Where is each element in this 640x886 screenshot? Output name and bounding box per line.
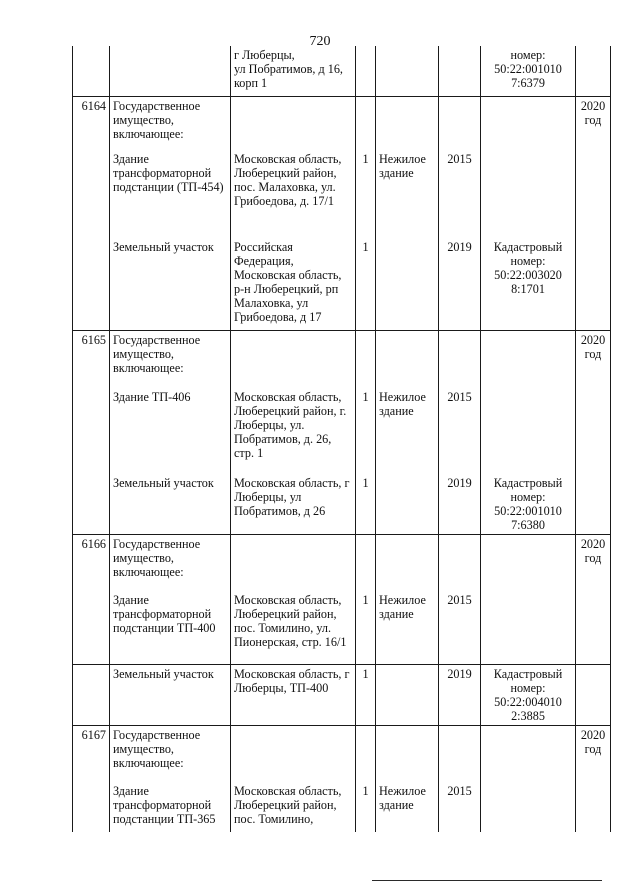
year-included: 2020 год <box>576 96 611 150</box>
item-purpose: Нежилое здание <box>376 591 439 665</box>
item-extra <box>481 150 576 238</box>
item-extra <box>481 388 576 474</box>
item-year <box>439 46 481 96</box>
item-purpose: Нежилое здание <box>376 150 439 238</box>
entry-header-row <box>73 535 611 591</box>
item-year: 2015 <box>439 782 481 832</box>
item-name: Здание трансформаторной подстанции (ТП-454) <box>110 150 231 238</box>
entry-header-row <box>73 96 611 150</box>
item-extra: Кадастровый номер: 50:22:004010 2:3885 <box>481 665 576 726</box>
item-row <box>73 388 611 474</box>
item-qty: 1 <box>356 388 376 474</box>
item-name: Земельный участок <box>110 665 231 726</box>
entry-header-row <box>73 726 611 782</box>
item-name: Здание ТП-406 <box>110 388 231 474</box>
item-address: Московская область, Люберецкий район, пос. Малаховка, ул. Грибоедова, д. 17/1 <box>231 150 356 238</box>
entry-title: Государственное имущество, включающее: <box>110 535 231 591</box>
item-row <box>73 591 611 665</box>
entry-title: Государственное имущество, включающее: <box>110 96 231 150</box>
entry-title: Государственное имущество, включающее: <box>110 726 231 782</box>
item-address: Московская область, г Люберцы, ул Побратимов, д 26 <box>231 474 356 535</box>
item-purpose <box>376 665 439 726</box>
item-purpose: Нежилое здание <box>376 388 439 474</box>
year-included: 2020 год <box>576 726 611 782</box>
item-name: Здание трансформаторной подстанции ТП-400 <box>110 591 231 665</box>
item-purpose <box>376 46 439 96</box>
item-name <box>110 46 231 96</box>
item-row <box>73 150 611 238</box>
item-qty <box>356 46 376 96</box>
page-number: 720 <box>309 34 331 49</box>
item-year: 2015 <box>439 591 481 665</box>
item-address: Московская область, г Люберцы, ТП-400 <box>231 665 356 726</box>
registry-table <box>72 46 611 832</box>
item-extra: Кадастровый номер: 50:22:003020 8:1701 <box>481 238 576 330</box>
year-included <box>576 46 611 96</box>
entry-number: 6166 <box>73 535 110 591</box>
item-extra <box>481 782 576 832</box>
item-row <box>73 665 611 726</box>
year-included: 2020 год <box>576 330 611 388</box>
item-year: 2019 <box>439 665 481 726</box>
item-extra: Кадастровый номер: 50:22:001010 7:6380 <box>481 474 576 535</box>
item-qty: 1 <box>356 150 376 238</box>
item-extra: номер: 50:22:001010 7:6379 <box>481 46 576 96</box>
item-address: Российская Федерация, Московская область, р-н Люберецкий, рп Малаховка, ул Грибоедова, д 17 <box>231 238 356 330</box>
continuation-row <box>73 46 611 96</box>
entry-title: Государственное имущество, включающее: <box>110 330 231 388</box>
entry-header-row <box>73 330 611 388</box>
item-qty: 1 <box>356 591 376 665</box>
item-address: Московская область, Люберецкий район, г. Люберцы, ул. Побратимов, д. 26, стр. 1 <box>231 388 356 474</box>
entry-number: 6164 <box>73 96 110 150</box>
item-purpose: Нежилое здание <box>376 782 439 832</box>
item-year: 2019 <box>439 238 481 330</box>
entry-number <box>73 46 110 96</box>
item-qty: 1 <box>356 782 376 832</box>
item-row <box>73 782 611 832</box>
item-name: Здание трансформаторной подстанции ТП-365 <box>110 782 231 832</box>
item-qty: 1 <box>356 665 376 726</box>
item-address: Московская область, Люберецкий район, пос. Томилино, ул. Пионерская, стр. 16/1 <box>231 591 356 665</box>
item-extra <box>481 591 576 665</box>
item-address: Московская область, Люберецкий район, пос. Томилино, <box>231 782 356 832</box>
item-year: 2019 <box>439 474 481 535</box>
item-year: 2015 <box>439 388 481 474</box>
item-name: Земельный участок <box>110 238 231 330</box>
item-row <box>73 474 611 535</box>
item-row <box>73 238 611 330</box>
item-qty: 1 <box>356 474 376 535</box>
item-name: Земельный участок <box>110 474 231 535</box>
item-purpose <box>376 238 439 330</box>
footer-rule <box>372 880 602 881</box>
item-purpose <box>376 474 439 535</box>
item-year: 2015 <box>439 150 481 238</box>
year-included: 2020 год <box>576 535 611 591</box>
entry-number: 6165 <box>73 330 110 388</box>
item-qty: 1 <box>356 238 376 330</box>
entry-number: 6167 <box>73 726 110 782</box>
item-address: г Люберцы, ул Побратимов, д 16, корп 1 <box>231 46 356 96</box>
